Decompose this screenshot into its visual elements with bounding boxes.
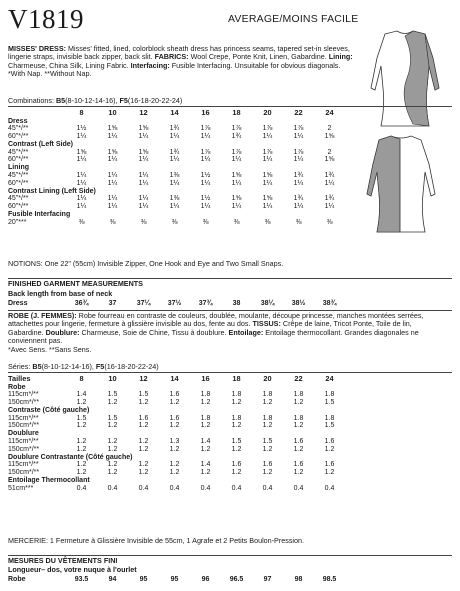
divider xyxy=(8,106,452,107)
cell-value: ⅜ xyxy=(171,218,178,226)
cell-value: 1.2 xyxy=(293,445,304,453)
cell-value: 1¾ xyxy=(231,133,242,141)
table-row xyxy=(8,576,345,584)
divider xyxy=(8,372,452,373)
cell-value: 1.2 xyxy=(200,422,211,430)
cell-value: 1¾ xyxy=(169,148,180,156)
cell-value: 1¼ xyxy=(138,195,149,203)
cell-value: 1.6 xyxy=(169,391,180,399)
dress-back-illustration xyxy=(367,136,435,232)
cell-value: 1.8 xyxy=(262,414,273,422)
cell-value: 1½ xyxy=(200,195,211,203)
cell-value: 1½ xyxy=(200,172,211,180)
french-finished-length-table xyxy=(8,576,345,584)
cell-value: 1¼ xyxy=(76,179,87,187)
cell-value: 1.2 xyxy=(138,438,149,446)
cell-value: 1.2 xyxy=(262,445,273,453)
notions-text: NOTIONS: One 22" (55cm) Invisible Zipper, One Hook and Eye and Two Small Snaps. xyxy=(8,259,284,268)
cell-value: ⅜ xyxy=(295,218,302,226)
cell-value: 1¾ xyxy=(169,125,180,133)
cell-value: 1⅝ xyxy=(138,125,149,133)
row-label: 150cm*/** xyxy=(8,469,40,477)
cell-value: 0.4 xyxy=(262,484,273,492)
cell-value: 1¼ xyxy=(169,203,180,211)
cell-value: 96 xyxy=(201,576,210,583)
table-row xyxy=(8,438,345,446)
cell-value: 1.5 xyxy=(231,438,242,446)
table-row xyxy=(8,391,345,399)
row-label: 60"*/** xyxy=(8,156,29,164)
cell-value: 1¼ xyxy=(293,133,304,141)
cell-value: 1⅜ xyxy=(169,195,180,203)
french-finished-title: MESURES DU VÊTEMENTS FINI xyxy=(8,556,118,565)
cell-value: 1.2 xyxy=(107,461,118,469)
cell-value: 1¼ xyxy=(107,133,118,141)
cell-value: 1.2 xyxy=(231,422,242,430)
cell-value: ⅜ xyxy=(233,218,240,226)
cell-value: 1¼ xyxy=(76,156,87,164)
cell-value: 1.2 xyxy=(262,422,273,430)
english-yardage-table xyxy=(8,108,345,227)
cell-value: 38¼ xyxy=(260,300,275,307)
cell-value: 1¼ xyxy=(76,133,87,141)
size-header: 24 xyxy=(325,373,334,383)
cell-value: 1.6 xyxy=(262,461,273,469)
size-header: 24 xyxy=(325,107,334,117)
cell-value: 1.3 xyxy=(169,438,180,446)
cell-value: 1¼ xyxy=(200,156,211,164)
cell-value: 1¼ xyxy=(262,179,273,187)
cell-value: 1.2 xyxy=(76,399,87,407)
difficulty-label: AVERAGE/MOINS FACILE xyxy=(228,13,359,25)
cell-value: 1¼ xyxy=(76,195,87,203)
french-metrage-table xyxy=(8,374,345,493)
cell-value: 1¼ xyxy=(107,156,118,164)
section-label: Contraste (Côté gauche) xyxy=(8,406,90,414)
cell-value: 1⅞ xyxy=(293,125,304,133)
table-row xyxy=(8,133,345,141)
row-label: 45"*/** xyxy=(8,195,29,203)
cell-value: 1¼ xyxy=(76,172,87,180)
section-label: Dress xyxy=(8,117,28,125)
cell-value: 1.2 xyxy=(107,399,118,407)
section-row xyxy=(8,188,345,196)
cell-value: 94 xyxy=(108,576,117,583)
section-label: Contrast (Left Side) xyxy=(8,140,73,148)
cell-value: 1.2 xyxy=(107,422,118,430)
row-label: 60"*/** xyxy=(8,133,29,141)
cell-value: 1.5 xyxy=(76,414,87,422)
cell-value: 1¼ xyxy=(138,172,149,180)
table-row xyxy=(8,415,345,423)
pattern-number: V1819 xyxy=(8,4,84,34)
cell-value: 1½ xyxy=(76,125,87,133)
cell-value: 95 xyxy=(139,576,148,583)
section-row xyxy=(8,477,345,485)
cell-value: 1¼ xyxy=(262,133,273,141)
section-row xyxy=(8,141,345,149)
cell-value: 0.4 xyxy=(138,484,149,492)
cell-value: 96.5 xyxy=(229,576,244,583)
row-label: 115cm*/** xyxy=(8,438,39,446)
cell-value: ⅜ xyxy=(326,218,333,226)
cell-value: 98.5 xyxy=(322,576,337,583)
section-label: Robe xyxy=(8,383,26,391)
section-row xyxy=(8,430,345,438)
cell-value: 1.2 xyxy=(107,469,118,477)
section-row xyxy=(8,407,345,415)
cell-value: ⅜ xyxy=(78,218,85,226)
table-row xyxy=(8,300,345,308)
section-label: Doublure xyxy=(8,430,39,438)
cell-value: 0.4 xyxy=(231,484,242,492)
header-label: Tailles xyxy=(8,373,31,383)
cell-value: 1.6 xyxy=(293,461,304,469)
cell-value: 1.2 xyxy=(262,399,273,407)
cell-value: 1.8 xyxy=(231,391,242,399)
cell-value: 1¼ xyxy=(107,203,118,211)
cell-value: 1.2 xyxy=(169,469,180,477)
english-description: MISSES' DRESS: Misses' fitted, lined, colorblock sheath dress has princess seams, tapered set-in sleeves, lingerie straps, invisible back zipper, back slit. FABRICS: Wool Crepe, Ponte Knit, Linen, Gabardine. Lining: Charmeuse, China Silk, Lining Fabric. Interfacing: Fusible Interfacing. Unsuitable for obvious diagonals. *With Nap. **Without Nap. xyxy=(8,44,353,79)
cell-value: 1.2 xyxy=(324,445,335,453)
section-row xyxy=(8,211,345,219)
cell-value: 38½ xyxy=(291,300,306,307)
table-row xyxy=(8,469,345,477)
cell-value: 37¼ xyxy=(136,300,151,307)
cell-value: 1.2 xyxy=(231,399,242,407)
cell-value: 1⅝ xyxy=(76,148,87,156)
cell-value: 1.2 xyxy=(200,469,211,477)
size-header: 22 xyxy=(294,373,303,383)
header-label xyxy=(8,108,66,118)
size-header: 10 xyxy=(108,107,117,117)
size-header: 16 xyxy=(201,107,210,117)
cell-value: 1.2 xyxy=(169,422,180,430)
row-label: 45"*/** xyxy=(8,172,29,180)
cell-value: 1¼ xyxy=(138,133,149,141)
cell-value: 1.2 xyxy=(107,438,118,446)
size-header: 22 xyxy=(294,107,303,117)
cell-value: 1¼ xyxy=(262,156,273,164)
cell-value: 95 xyxy=(170,576,179,583)
section-label: Entoilage Thermocollant xyxy=(8,477,90,485)
cell-value: 1¼ xyxy=(231,156,242,164)
table-row xyxy=(8,125,345,133)
cell-value: 38 xyxy=(232,300,241,307)
section-label: Doublure Contrastante (Côté gauche) xyxy=(8,453,133,461)
cell-value: 1¼ xyxy=(293,203,304,211)
cell-value: 1.4 xyxy=(200,461,211,469)
cell-value: 1.2 xyxy=(138,469,149,477)
row-label: 60"*/** xyxy=(8,203,29,211)
cell-value: 1.8 xyxy=(293,414,304,422)
table-row xyxy=(8,446,345,454)
cell-value: 37¾ xyxy=(198,300,213,307)
cell-value: 1¼ xyxy=(138,203,149,211)
row-label: 20"*** xyxy=(8,218,27,226)
cell-value: 0.4 xyxy=(76,484,87,492)
cell-value: 1.5 xyxy=(262,438,273,446)
row-label: 51cm*** xyxy=(8,484,34,492)
cell-value: 1.6 xyxy=(324,438,335,446)
cell-value: 1¾ xyxy=(324,195,335,203)
cell-value: 1¼ xyxy=(107,172,118,180)
cell-value: 1¼ xyxy=(324,179,335,187)
cell-value: 1.6 xyxy=(324,461,335,469)
cell-value: 1¾ xyxy=(324,172,335,180)
cell-value: 1.2 xyxy=(324,469,335,477)
table-row xyxy=(8,149,345,157)
cell-value: 98 xyxy=(294,576,303,583)
section-label: Fusible Interfacing xyxy=(8,211,71,219)
table-row xyxy=(8,195,345,203)
cell-value: 1⅝ xyxy=(262,172,273,180)
back-length-title: Back length from base of neck xyxy=(8,289,113,298)
cell-value: 1⅞ xyxy=(293,148,304,156)
cell-value: 1.2 xyxy=(107,445,118,453)
cell-value: 1¼ xyxy=(293,179,304,187)
cell-value: 1.6 xyxy=(138,414,149,422)
row-label: 115cm*/** xyxy=(8,414,39,422)
cell-value: 1¼ xyxy=(169,156,180,164)
cell-value: 1.8 xyxy=(324,414,335,422)
cell-value: 1¼ xyxy=(324,203,335,211)
cell-value: 0.4 xyxy=(169,484,180,492)
cell-value: 1.5 xyxy=(138,391,149,399)
cell-value: 1¼ xyxy=(262,203,273,211)
cell-value: 1.8 xyxy=(324,391,335,399)
cell-value: 1.2 xyxy=(200,445,211,453)
table-row xyxy=(8,156,345,164)
table-row xyxy=(8,461,345,469)
cell-value: 1.5 xyxy=(107,391,118,399)
cell-value: 1¾ xyxy=(293,172,304,180)
size-header: 12 xyxy=(139,107,148,117)
row-label: Dress xyxy=(8,300,28,307)
row-label: 60"*/** xyxy=(8,179,29,187)
cell-value: 1¼ xyxy=(231,179,242,187)
mercerie-text: MERCERIE: 1 Fermeture à Glissière Invisible de 55cm, 1 Agrafe et 2 Petits Boulon-Pression. xyxy=(8,536,305,545)
cell-value: 1¼ xyxy=(231,203,242,211)
row-label: 115cm*/** xyxy=(8,391,39,399)
cell-value: 1⅞ xyxy=(231,125,242,133)
table-row xyxy=(8,172,345,180)
cell-value: 1⅞ xyxy=(262,125,273,133)
cell-value: 1.2 xyxy=(293,422,304,430)
cell-value: 1.8 xyxy=(231,414,242,422)
cell-value: 1.6 xyxy=(231,461,242,469)
cell-value: 1.2 xyxy=(76,445,87,453)
cell-value: 1¼ xyxy=(200,203,211,211)
section-row xyxy=(8,384,345,392)
size-header: 12 xyxy=(139,373,148,383)
row-label: 115cm*/** xyxy=(8,461,39,469)
row-label: 150cm*/** xyxy=(8,399,40,407)
size-header: 16 xyxy=(201,373,210,383)
cell-value: 1¼ xyxy=(107,195,118,203)
dress-front-illustration xyxy=(371,31,439,126)
cell-value: 1⅞ xyxy=(200,148,211,156)
size-header: 8 xyxy=(79,373,84,383)
section-row xyxy=(8,454,345,462)
cell-value: 1.4 xyxy=(76,391,87,399)
cell-value: 1.2 xyxy=(169,399,180,407)
table-row xyxy=(8,219,345,227)
cell-value: 1.5 xyxy=(107,414,118,422)
cell-value: 0.4 xyxy=(293,484,304,492)
cell-value: 1.6 xyxy=(169,414,180,422)
cell-value: 1⅝ xyxy=(107,148,118,156)
cell-value: 1.2 xyxy=(169,461,180,469)
cell-value: 93.5 xyxy=(74,576,89,583)
size-header: 20 xyxy=(263,107,272,117)
cell-value: 1.2 xyxy=(169,445,180,453)
cell-value: 36¾ xyxy=(74,300,89,307)
cell-value: 1¼ xyxy=(200,179,211,187)
section-label: Lining xyxy=(8,164,29,172)
english-finished-length-table xyxy=(8,300,345,308)
cell-value: 1.5 xyxy=(324,422,335,430)
row-label: 150cm*/** xyxy=(8,445,40,453)
cell-value: 1⅝ xyxy=(324,156,335,164)
cell-value: ⅜ xyxy=(109,218,116,226)
cell-value: 1.2 xyxy=(76,438,87,446)
cell-value: ⅜ xyxy=(264,218,271,226)
cell-value: 1.8 xyxy=(200,414,211,422)
size-header: 10 xyxy=(108,373,117,383)
cell-value: 1¼ xyxy=(138,156,149,164)
finished-measurements-title: FINISHED GARMENT MEASUREMENTS xyxy=(8,279,143,288)
section-label: Contrast Lining (Left Side) xyxy=(8,187,96,195)
cell-value: 1.2 xyxy=(231,445,242,453)
cell-value: 1.2 xyxy=(138,399,149,407)
row-label: Robe xyxy=(8,576,26,583)
cell-value: 1¼ xyxy=(169,179,180,187)
cell-value: 37½ xyxy=(167,300,182,307)
section-row xyxy=(8,118,345,126)
cell-value: 1.4 xyxy=(200,438,211,446)
cell-value: 0.4 xyxy=(200,484,211,492)
cell-value: 1¼ xyxy=(293,156,304,164)
row-label: 45"*/** xyxy=(8,148,29,156)
cell-value: 1.2 xyxy=(138,461,149,469)
size-header: 14 xyxy=(170,107,179,117)
section-row xyxy=(8,164,345,172)
cell-value: 1.2 xyxy=(262,469,273,477)
cell-value: 1¼ xyxy=(107,179,118,187)
cell-value: 1.2 xyxy=(293,469,304,477)
cell-value: 1⅝ xyxy=(138,148,149,156)
cell-value: 1.2 xyxy=(138,422,149,430)
cell-value: ⅜ xyxy=(140,218,147,226)
cell-value: 1¼ xyxy=(76,203,87,211)
cell-value: 1⅝ xyxy=(262,195,273,203)
cell-value: 1¼ xyxy=(138,179,149,187)
cell-value: 2 xyxy=(327,148,332,156)
cell-value: 1⅞ xyxy=(231,148,242,156)
row-label: 150cm*/** xyxy=(8,422,40,430)
cell-value: 2 xyxy=(327,125,332,133)
cell-value: 1.2 xyxy=(76,469,87,477)
cell-value: 1.2 xyxy=(76,422,87,430)
table-row xyxy=(8,203,345,211)
cell-value: 1⅞ xyxy=(200,125,211,133)
cell-value: 1⅝ xyxy=(231,195,242,203)
table-row xyxy=(8,485,345,493)
size-header: 18 xyxy=(232,373,241,383)
french-description: ROBE (J. FEMMES): Robe fourreau en contraste de couleurs, doublée, moulante, découpe princesse, manches montées serrées, attachettes pour lingerie, fermeture à glissière invisible au dos, fente au dos. TISSUS: Crêpe de laine, Tricot Ponte, Toile de lin, Gabardine. Doublure: Charmeuse, Soie de Chine, Tissu à doublure. Entoilage: Entoilage thermocollant. Grandes diagonales ne conviennent pas. *Avec Sens. **Sans Sens. xyxy=(8,311,424,354)
cell-value: 1.2 xyxy=(231,469,242,477)
size-header: 18 xyxy=(232,107,241,117)
english-combinations: Combinations: B5(8-10-12-14-16), F5(16-18-20-22-24) xyxy=(8,96,183,105)
cell-value: 1¼ xyxy=(200,133,211,141)
cell-value: 37 xyxy=(108,300,117,307)
cell-value: 1⅞ xyxy=(262,148,273,156)
cell-value: 0.4 xyxy=(107,484,118,492)
cell-value: 1⅝ xyxy=(324,133,335,141)
cell-value: 1.2 xyxy=(200,399,211,407)
table-row xyxy=(8,180,345,188)
table-header-row xyxy=(8,108,345,118)
table-row xyxy=(8,422,345,430)
cell-value: 97 xyxy=(263,576,272,583)
cell-value: ⅜ xyxy=(202,218,209,226)
cell-value: 0.4 xyxy=(324,484,335,492)
french-series: Séries: B5(8-10-12-14-16), F5(16-18-20-22-24) xyxy=(8,362,159,371)
cell-value: 1⅝ xyxy=(231,172,242,180)
table-row xyxy=(8,399,345,407)
size-header: 20 xyxy=(263,373,272,383)
cell-value: 1¾ xyxy=(293,195,304,203)
cell-value: 1.6 xyxy=(293,438,304,446)
row-label: 45"*/** xyxy=(8,125,29,133)
dress-illustrations xyxy=(355,28,455,238)
cell-value: 1.2 xyxy=(76,461,87,469)
cell-value: 1.8 xyxy=(262,391,273,399)
cell-value: 1¼ xyxy=(169,133,180,141)
french-length-title: Longueur– dos, votre nuque à l'ourlet xyxy=(8,565,137,574)
cell-value: 1.5 xyxy=(324,399,335,407)
cell-value: 1.2 xyxy=(293,399,304,407)
cell-value: 1.8 xyxy=(200,391,211,399)
size-header: 8 xyxy=(79,107,84,117)
cell-value: 1.2 xyxy=(138,445,149,453)
cell-value: 1⅜ xyxy=(169,172,180,180)
table-header-row xyxy=(8,374,345,384)
cell-value: 1.8 xyxy=(293,391,304,399)
cell-value: 38¾ xyxy=(322,300,337,307)
cell-value: 1⅝ xyxy=(107,125,118,133)
size-header: 14 xyxy=(170,373,179,383)
